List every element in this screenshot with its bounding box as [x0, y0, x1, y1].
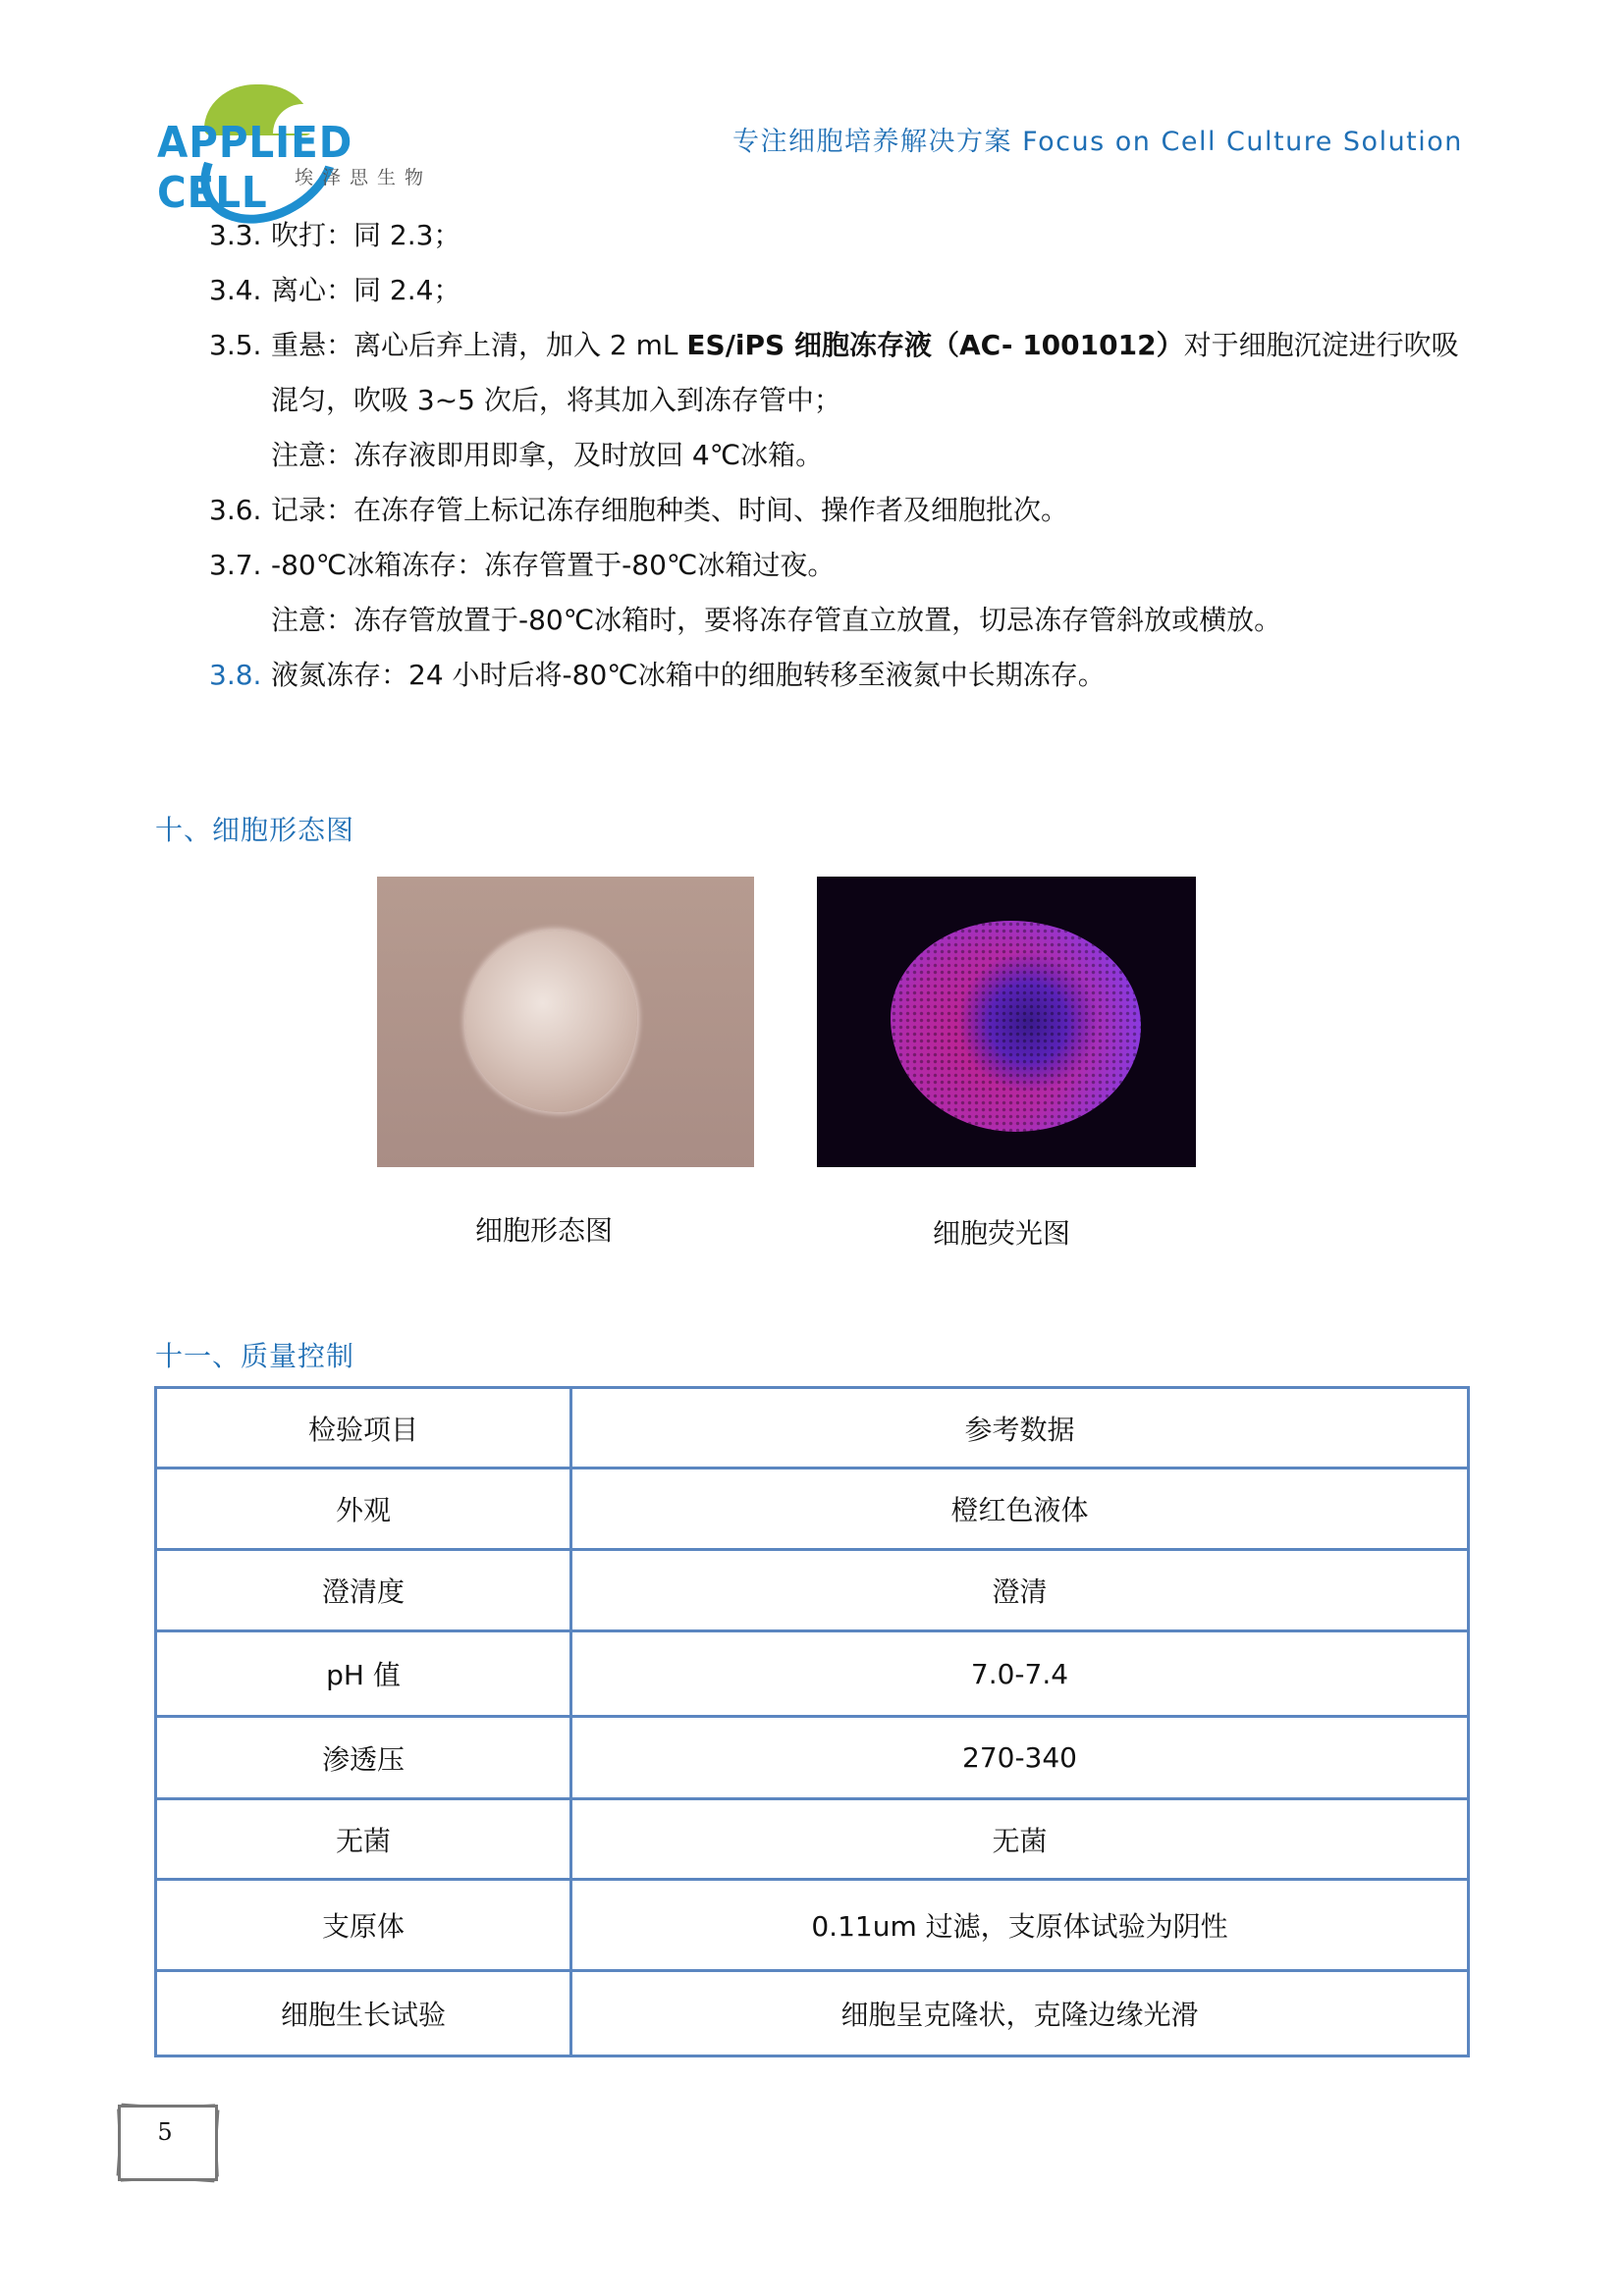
step-3-6 — [209, 493, 1068, 528]
step-number: 3.3. — [209, 219, 262, 251]
step-text: 离心：同 2.4； — [271, 274, 461, 306]
table-row — [156, 1799, 1469, 1880]
column-header: 检验项目 — [156, 1388, 571, 1468]
test-item: 支原体 — [156, 1880, 571, 1971]
reference-value: 橙红色液体 — [571, 1468, 1469, 1550]
table-row — [156, 1880, 1469, 1971]
page-number-badge — [113, 2101, 217, 2179]
reference-value: 7.0-7.4 — [571, 1631, 1469, 1717]
step-number: 3.6. — [209, 494, 262, 526]
table-row — [156, 1971, 1469, 2056]
table-row — [156, 1631, 1469, 1717]
image-caption: 细胞形态图 — [475, 1214, 614, 1247]
table-row — [156, 1550, 1469, 1631]
table-header-row — [156, 1388, 1469, 1468]
header-tagline: 专注细胞培养解决方案 Focus on Cell Culture Solution — [732, 127, 1463, 157]
test-item: 渗透压 — [156, 1717, 571, 1799]
step-3-7 — [209, 548, 835, 583]
company-logo — [157, 84, 452, 218]
logo-chinese-name: 埃泽思生物 — [295, 167, 433, 188]
table-row — [156, 1717, 1469, 1799]
product-name: ES/iPS 细胞冻存液（AC- 1001012） — [686, 329, 1184, 361]
test-item: 细胞生长试验 — [156, 1971, 571, 2056]
reference-value: 0.11um 过滤，支原体试验为阴性 — [571, 1880, 1469, 1971]
step-3-8 — [209, 658, 1106, 693]
test-item: 外观 — [156, 1468, 571, 1550]
step-text: 吹打：同 2.3； — [271, 219, 461, 251]
step-number: 3.8. — [209, 659, 262, 691]
step-3-5-continuation: 混匀，吹吸 3~5 次后，将其加入到冻存管中； — [271, 384, 841, 416]
reference-value: 270-340 — [571, 1717, 1469, 1799]
step-text: 对于细胞沉淀进行吹吸 — [1183, 329, 1459, 361]
section-title-cell-morphology: 十、细胞形态图 — [155, 814, 355, 846]
step-3-4 — [209, 273, 460, 308]
cell-colony — [465, 931, 637, 1112]
section-title-quality-control: 十一、质量控制 — [155, 1340, 355, 1372]
step-3-3 — [209, 218, 460, 253]
step-3-5-note: 注意：冻存液即用即拿，及时放回 4℃冰箱。 — [271, 439, 824, 471]
step-text: 重悬：离心后弃上清，加入 2 mL — [271, 329, 687, 361]
step-number: 3.5. — [209, 329, 262, 361]
reference-value: 无菌 — [571, 1799, 1469, 1880]
reference-value: 澄清 — [571, 1550, 1469, 1631]
step-3-7-note: 注意：冻存管放置于-80℃冰箱时，要将冻存管直立放置，切忌冻存管斜放或横放。 — [271, 604, 1282, 636]
brightfield-micrograph-image — [377, 877, 754, 1167]
quality-control-table — [154, 1386, 1470, 2057]
step-3-5 — [209, 328, 1459, 363]
reference-value: 细胞呈克隆状，克隆边缘光滑 — [571, 1971, 1469, 2056]
step-number: 3.4. — [209, 274, 262, 306]
table-row — [156, 1468, 1469, 1550]
cell-colony — [891, 921, 1141, 1132]
logo-text: APPLIED CELL — [157, 118, 353, 218]
image-caption: 细胞荧光图 — [933, 1217, 1071, 1250]
test-item: pH 值 — [156, 1631, 571, 1717]
test-item: 无菌 — [156, 1799, 571, 1880]
step-number: 3.7. — [209, 549, 262, 581]
step-text: 记录：在冻存管上标记冻存细胞种类、时间、操作者及细胞批次。 — [271, 494, 1069, 526]
fluorescence-micrograph-image — [817, 877, 1196, 1167]
page-number: 5 — [157, 2118, 173, 2146]
column-header: 参考数据 — [571, 1388, 1469, 1468]
test-item: 澄清度 — [156, 1550, 571, 1631]
step-text: -80℃冰箱冻存：冻存管置于-80℃冰箱过夜。 — [271, 549, 836, 581]
step-text: 液氮冻存：24 小时后将-80℃冰箱中的细胞转移至液氮中长期冻存。 — [271, 659, 1106, 691]
